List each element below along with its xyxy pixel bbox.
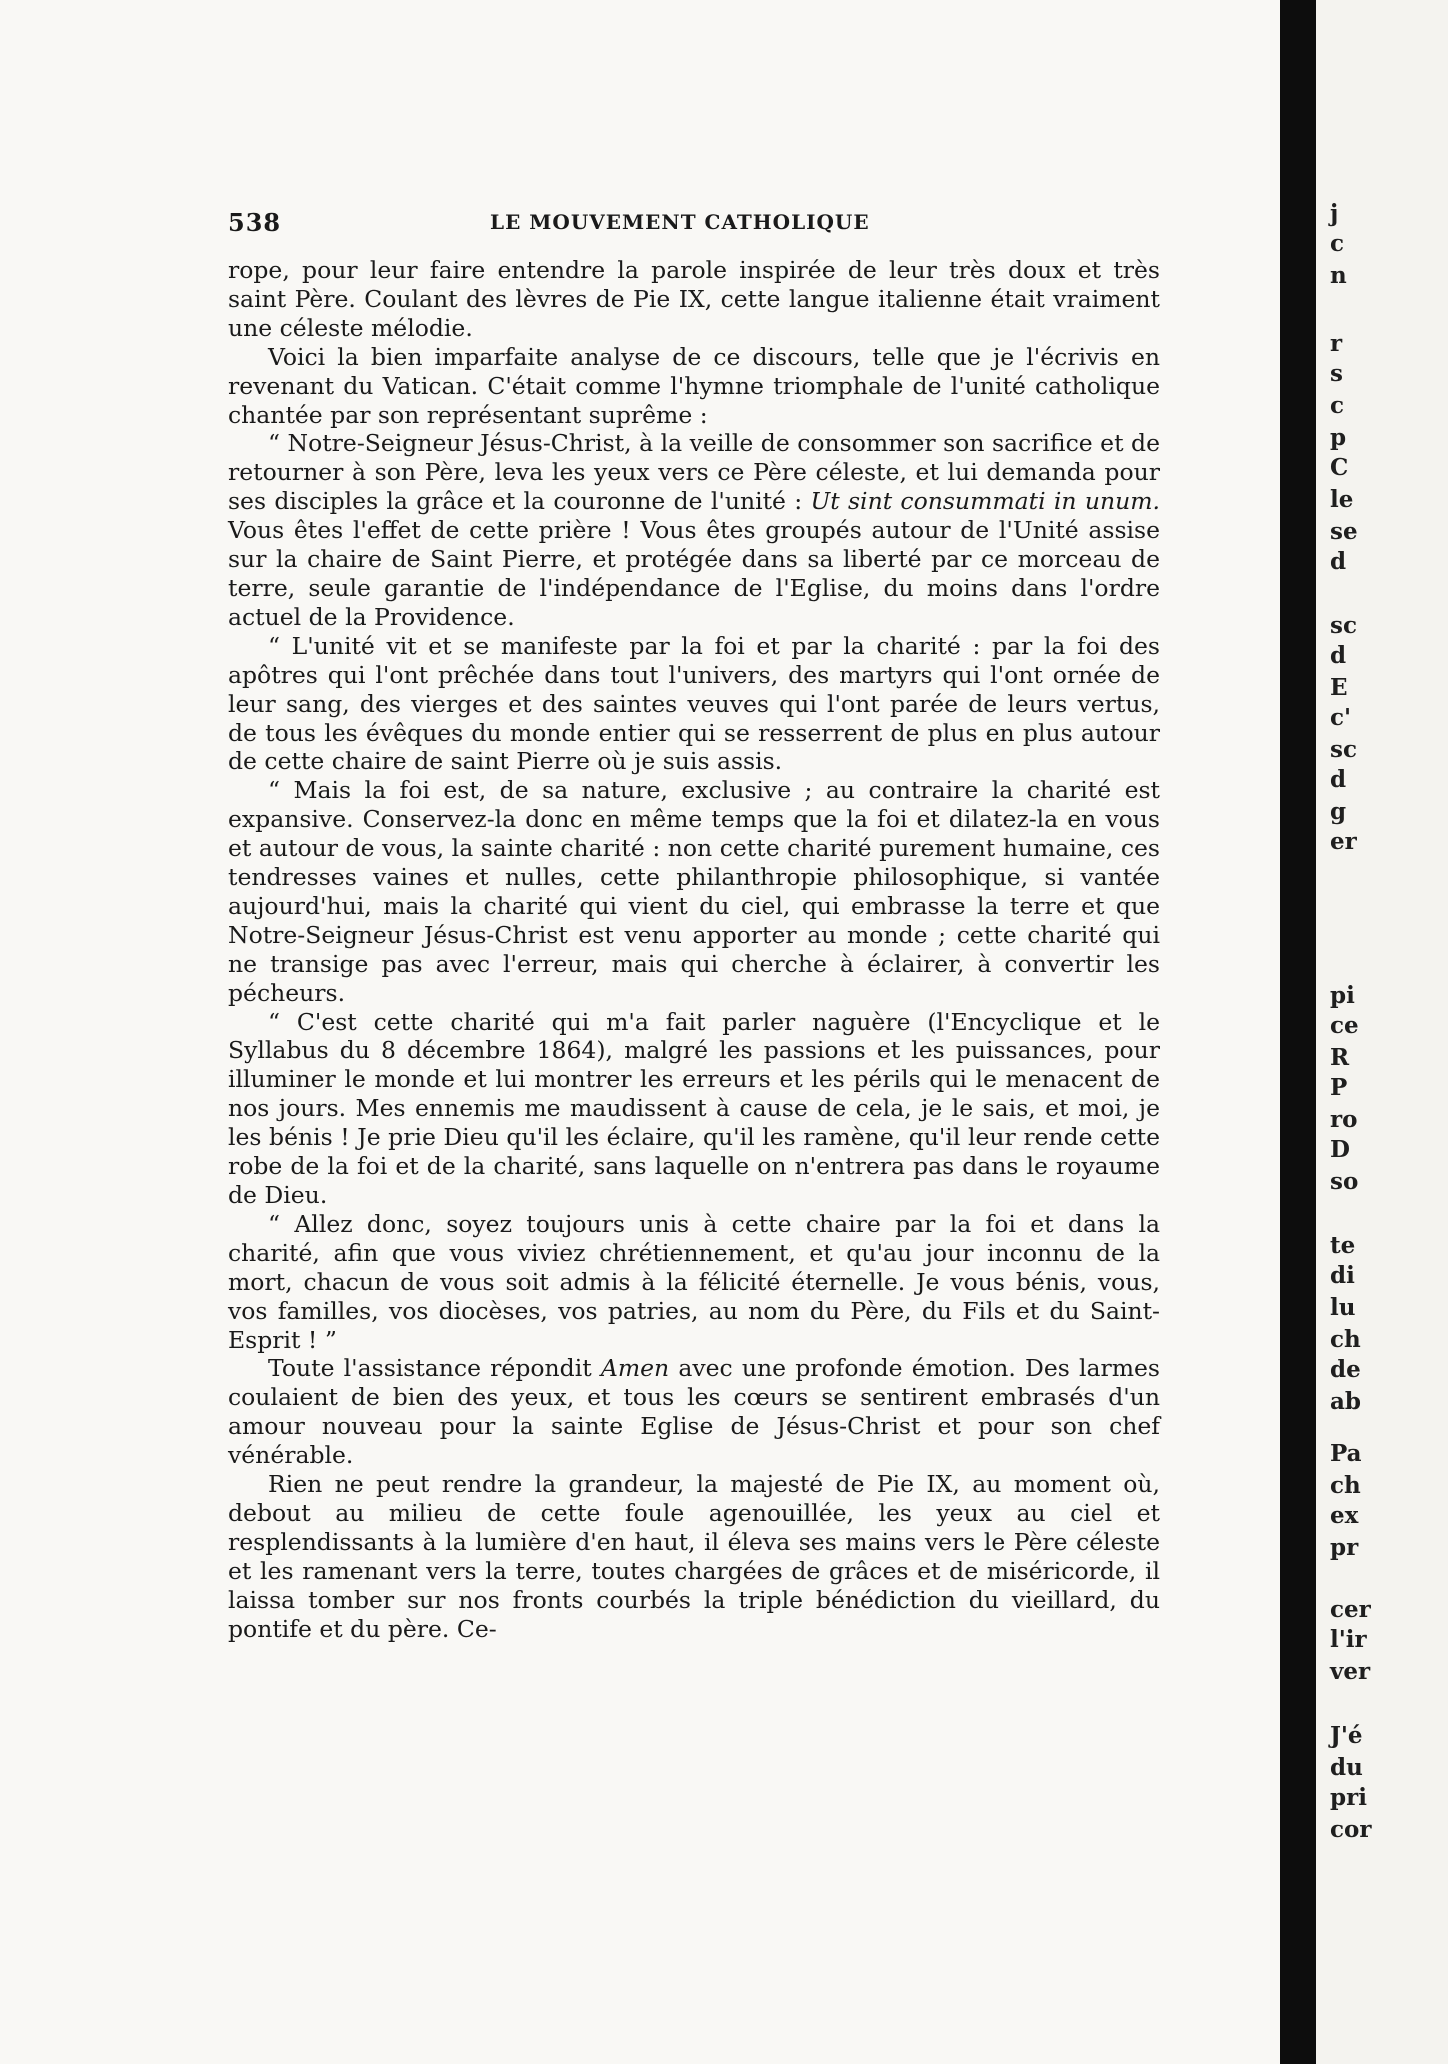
right-page-fragment: so xyxy=(1330,1168,1359,1195)
page-header xyxy=(228,208,1158,242)
paragraph-6: “ C'est cette charité qui m'a fait parler naguère (l'Encyclique et le Syllabus du 8 décembre 1864), malgré les passions et les puissances, pour illuminer le monde et lui montrer les erreurs et les périls qui le menacent de nos jours. Mes ennemis me maudissent à cause de cela, je le sais, et moi, je les bénis ! Je prie Dieu qu'il les éclaire, qu'il les ramène, qu'il leur rende cette robe de la foi et de la charité, sans laquelle on n'entrera pas dans le royaume de Dieu. xyxy=(228,1007,1160,1209)
right-page-fragment: E xyxy=(1330,674,1348,701)
right-page-fragment: pr xyxy=(1330,1534,1359,1561)
running-title: LE MOUVEMENT CATHOLIQUE xyxy=(490,210,870,234)
page-number: 538 xyxy=(228,208,282,237)
right-page-fragment: sc xyxy=(1330,612,1357,639)
paragraph-3: “ Notre-Seigneur Jésus-Christ, à la veille de consommer son sacrifice et de retourner à son Père, leva les yeux vers ce Père céleste, et lui demanda pour ses disciples la grâce et la couronne de l'unité : Ut sint consummati in unum. Vous êtes l'effet de cette prière ! Vous êtes groupés autour de l'Unité assise sur la chaire de Saint Pierre, et protégée dans sa liberté par ce morceau de terre, seule garantie de l'indépendance de l'Eglise, du moins dans l'ordre actuel de la Providence. xyxy=(228,429,1160,631)
right-page-fragment: cer xyxy=(1330,1596,1371,1623)
right-page-fragment: l'ir xyxy=(1330,1626,1367,1653)
paragraph-5: “ Mais la foi est, de sa nature, exclusive ; au contraire la charité est expansive. Conservez-la donc en même temps que la foi et dilatez-la en vous et autour de vous, la sainte charité : non cette charité purement humaine, ces tendresses vaines et nulles, cette philanthropie philosophique, si vantée aujourd'hui, mais la charité qui vient du ciel, qui embrasse la terre et que Notre-Seigneur Jésus-Christ est venu apporter au monde ; cette charité qui ne transige pas avec l'erreur, mais qui cherche à éclairer, à convertir les pécheurs. xyxy=(228,776,1160,1007)
right-page-fragment: D xyxy=(1330,1136,1350,1163)
right-page-fragment: r xyxy=(1330,330,1343,357)
right-page-fragment: cor xyxy=(1330,1816,1372,1843)
right-page-fragment: s xyxy=(1330,360,1343,387)
right-page-fragment: C xyxy=(1330,454,1349,481)
paragraph-1: rope, pour leur faire entendre la parole inspirée de leur très doux et très saint Père. Coulant des lèvres de Pie IX, cette langue italienne était vraiment une céleste mélodie. xyxy=(228,256,1160,342)
right-page-fragment: le xyxy=(1330,486,1354,513)
paragraph-9: Rien ne peut rendre la grandeur, la majesté de Pie IX, au moment où, debout au milieu de cette foule agenouillée, les yeux au ciel et resplendissants à la lumière d'en haut, il éleva ses mains vers le Père céleste et les ramenant vers la terre, toutes chargées de grâces et de miséricorde, il laissa tomber sur nos fronts courbés la triple bénédiction du vieillard, du pontife et du père. Ce- xyxy=(228,1470,1160,1643)
right-page-fragment: j xyxy=(1330,200,1339,227)
right-page-fragment: ce xyxy=(1330,1012,1359,1039)
right-page-fragment: g xyxy=(1330,798,1347,825)
book-gutter xyxy=(1280,0,1316,2064)
right-page-fragment: n xyxy=(1330,262,1347,289)
right-page-fragment: ver xyxy=(1330,1658,1371,1685)
right-page-fragment: pi xyxy=(1330,982,1355,1009)
right-page-fragment: P xyxy=(1330,1074,1348,1101)
right-page-fragment: di xyxy=(1330,1262,1355,1289)
right-page-fragment: d xyxy=(1330,642,1347,669)
paragraph-7: “ Allez donc, soyez toujours unis à cette chaire par la foi et dans la charité, afin que vous viviez chrétiennement, et qu'au jour inconnu de la mort, chacun de vous soit admis à la félicité éternelle. Je vous bénis, vous, vos familles, vos diocèses, vos patries, au nom du Père, du Fils et du Saint-Esprit ! ” xyxy=(228,1209,1160,1354)
right-page-fragment: lu xyxy=(1330,1294,1356,1321)
right-page-fragment: ab xyxy=(1330,1388,1361,1415)
right-page-fragment: J'é xyxy=(1330,1722,1363,1749)
right-page-fragment: du xyxy=(1330,1754,1363,1781)
right-page-fragment: c xyxy=(1330,230,1345,257)
right-page-fragment: p xyxy=(1330,424,1347,451)
amen-word: Amen xyxy=(600,1354,670,1383)
right-page-fragment: se xyxy=(1330,518,1358,545)
latin-quote: Ut sint consummati in unum. xyxy=(810,487,1160,516)
right-page-fragment: ro xyxy=(1330,1106,1358,1133)
right-page-fragment: sc xyxy=(1330,736,1357,763)
right-page-fragment: Pa xyxy=(1330,1440,1362,1467)
right-page-fragment: c xyxy=(1330,392,1345,419)
right-page-fragment: d xyxy=(1330,548,1347,575)
right-page-fragment: de xyxy=(1330,1356,1361,1383)
right-page-fragment: er xyxy=(1330,828,1357,855)
paragraph-4: “ L'unité vit et se manifeste par la foi et par la charité : par la foi des apôtres qui l'ont prêchée dans tout l'univers, des martyrs qui l'ont ornée de leur sang, des vierges et des saintes veuves qui l'ont parée de leurs vertus, de tous les évêques du monde entier qui se resserrent de plus en plus autour de cette chaire de saint Pierre où je suis assis. xyxy=(228,631,1160,776)
right-page-fragment: d xyxy=(1330,766,1347,793)
right-page-fragment: c' xyxy=(1330,704,1352,731)
right-page-fragment: ch xyxy=(1330,1326,1361,1353)
paragraph-8: Toute l'assistance répondit Amen avec une profonde émotion. Des larmes coulaient de bien des yeux, et tous les cœurs se sentirent embrasés d'un amour nouveau pour la sainte Eglise de Jésus-Christ et pour son chef vénérable. xyxy=(228,1354,1160,1470)
body-text xyxy=(228,256,1160,1644)
right-page-fragment: R xyxy=(1330,1044,1350,1071)
right-page-fragment: ex xyxy=(1330,1502,1359,1529)
right-page-fragment: pri xyxy=(1330,1784,1367,1811)
right-page-fragment: te xyxy=(1330,1232,1356,1259)
right-page-fragment: ch xyxy=(1330,1472,1361,1499)
paragraph-2: Voici la bien imparfaite analyse de ce discours, telle que je l'écrivis en revenant du Vatican. C'était comme l'hymne triomphale de l'unité catholique chantée par son représentant suprême : xyxy=(228,342,1160,429)
